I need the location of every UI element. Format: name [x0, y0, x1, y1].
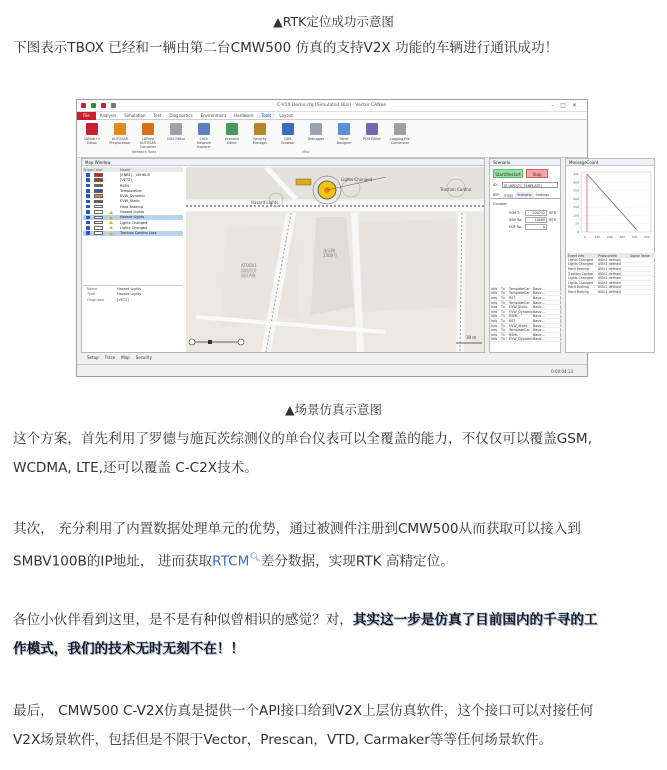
layer-row[interactable] [83, 231, 183, 236]
menu-tools[interactable]: Tools [257, 113, 275, 118]
menu-analysis[interactable]: Analysis [99, 113, 117, 118]
layer-name: Lights Changed [120, 220, 148, 225]
counter-row: BSM Ra: 10099 MTR [509, 217, 557, 222]
canoe-screenshot [76, 99, 650, 377]
event-row[interactable]: Hard Braking ASN.1 defined [567, 267, 655, 272]
x-tick-label: 100 [594, 235, 601, 239]
property-row: Originator [VET2] [87, 297, 129, 302]
warning-icon [109, 232, 113, 235]
x-tick-label: 300 [619, 235, 626, 239]
ribbon-button[interactable] [109, 123, 131, 154]
scenario-id-label: ID: [493, 183, 498, 187]
ribbon-button-label: LDFexp AUTOSAR Converter [139, 137, 157, 149]
color-swatch[interactable] [94, 178, 103, 182]
scenario-tab[interactable]: 介绍信 [503, 194, 514, 198]
tool-icon [254, 123, 266, 135]
ribbon-button[interactable] [389, 123, 411, 154]
trace-row[interactable]: Info Tx TemplateCar Basic... [490, 328, 562, 333]
settings-icon[interactable] [111, 103, 116, 108]
rtcm-link[interactable]: RTCM [212, 553, 250, 570]
tool-icon [114, 123, 126, 135]
ribbon-button-label: PDU Editor [363, 137, 381, 141]
y-tick-label: 100 [573, 213, 579, 218]
layer-table [83, 167, 183, 236]
caption-scene: ▲场景仿真示意图 [284, 402, 383, 417]
ribbon-button-label: CaCh Network Explorer [197, 137, 211, 149]
checkbox-icon[interactable] [86, 216, 90, 220]
layer-name: Traction Control Loss [120, 231, 157, 236]
paragraph-data-unit: 其次， 充分利用了内置数据处理单元的优势，通过被测件注册到CMW500从而获取可以接入到 SMBV100B的IP地址， 进而获取RTCM🔍︎差分数据，实现RTK 高精定位。 [13, 521, 581, 570]
event-row[interactable]: Lights Changed ASN.1 defined [567, 263, 655, 268]
menu-bar [77, 112, 587, 120]
counter-rows [493, 209, 559, 230]
counter-value: 0 [525, 224, 547, 230]
ribbon-button-label: Panel Designer [336, 137, 352, 145]
menu-simulation[interactable]: Simulation [124, 113, 146, 118]
search-icon[interactable]: 🔍︎ [249, 553, 261, 563]
paragraph-familiar: 各位小伙伴看到这里，是不是有种似曾相识的感觉？对，其实这一步是仿真了目前国内的千寻的工 作模式，我们的技术无时无刻不在！！ [13, 612, 598, 657]
layer-name: [VET2] [120, 178, 132, 183]
y-tick-label: 350 [573, 172, 579, 176]
counter-value: 10099 [525, 217, 547, 223]
event-row[interactable]: Lights Changed ASN.1 defined [567, 281, 655, 286]
tool-icon [226, 123, 238, 135]
tool-icon [310, 123, 322, 135]
ribbon-button-label: CAPL Browser [281, 137, 295, 145]
x-tick-label: 500 [644, 235, 650, 239]
ribbon-button[interactable] [249, 123, 271, 154]
status-time: 0:00:04:13 [551, 369, 573, 374]
status-bar [77, 354, 587, 376]
color-swatch[interactable] [94, 226, 103, 230]
start-restart-button[interactable]: Start/Restart [493, 169, 523, 178]
layer-name: TemplateCar [120, 188, 142, 193]
tool-icon [366, 123, 378, 135]
ribbon-button[interactable] [333, 123, 355, 154]
ribbon-group-label: Misc [302, 150, 310, 154]
menu-diagnostics[interactable]: Diagnostics [169, 113, 193, 118]
caption-rtk: ▲RTK定位成功示意图 [273, 14, 394, 29]
checkbox-icon[interactable] [86, 173, 90, 177]
checkbox-icon[interactable] [86, 226, 90, 230]
quick-access-toolbar [81, 103, 116, 108]
checkbox-icon[interactable] [86, 205, 90, 209]
event-row[interactable]: Hard Braking ASN.1 defined [567, 286, 655, 291]
map-label-block1-text: ATOB01 绿地西外园区A座 [241, 263, 257, 278]
scenario-id-field[interactable]: [E:\HPD\TC_TEMPLATE] [502, 182, 558, 188]
checkbox-icon[interactable] [86, 221, 90, 225]
checkbox-icon[interactable] [86, 210, 90, 214]
ribbon-button[interactable] [165, 123, 187, 154]
ribbon-button[interactable] [221, 123, 243, 154]
layer-name: Hard Braking [120, 204, 143, 209]
x-tick-label: 200 [606, 235, 613, 239]
scenario-tab[interactable]: Scenario [517, 193, 532, 197]
bottom-tab-setup[interactable]: Setup [87, 354, 99, 360]
highlight-text-1: 其实这一步是仿真了目前国内的千寻的工 [352, 612, 598, 628]
color-swatch[interactable] [94, 210, 103, 214]
checkbox-icon[interactable] [86, 231, 90, 235]
trace-row[interactable]: Info Tx RST Basic... [490, 319, 562, 324]
scenario-tabs [491, 192, 561, 199]
tool-icon [86, 123, 98, 135]
properties-panel [83, 285, 183, 303]
message-count-chart [567, 168, 655, 246]
trace-row[interactable]: Info Tx RSML Basic... [490, 315, 562, 320]
intro-paragraph: 下图表示TBOX 已经和一辆由第二台CMW500 仿真的支持V2X 功能的车辆进行通讯成功！ [13, 40, 559, 56]
ribbon-group-label: Network Tools [132, 150, 157, 154]
window-titlebar [77, 100, 587, 112]
start-icon[interactable] [91, 103, 96, 108]
warning-icon [109, 226, 113, 229]
ribbon-button-label: AUTOSAR Preprocessor [109, 137, 131, 145]
tool-icon [142, 123, 154, 135]
tool-icon [170, 123, 182, 135]
trace-row[interactable]: Info Tx TemplateCar Basic... [490, 301, 562, 306]
color-swatch[interactable] [94, 173, 103, 177]
save-icon[interactable] [81, 103, 86, 108]
ribbon-button-label: ODX Editor [166, 137, 186, 141]
stop-button[interactable]: Stop [526, 169, 548, 178]
checkbox-icon[interactable] [86, 178, 90, 182]
warning-icon [109, 221, 113, 224]
color-swatch[interactable] [94, 200, 103, 204]
layer-name: Hazard Lights [120, 215, 145, 220]
color-swatch[interactable] [94, 216, 103, 220]
trace-row[interactable]: Info Tx TemplateCar Basic... [490, 287, 562, 292]
checkbox-icon[interactable] [86, 200, 90, 204]
layer-name: EVW_Dynamic [120, 194, 146, 199]
color-swatch[interactable] [94, 194, 103, 198]
y-tick-label: 0 [577, 230, 579, 234]
scenario-panel [489, 158, 561, 353]
layer-name: Hazard Lights [120, 210, 145, 215]
message-count-title: MessageCount [566, 159, 654, 166]
x-tick-label: 0 [584, 235, 586, 239]
ribbon-button[interactable] [81, 123, 103, 154]
map-canvas[interactable] [186, 167, 484, 352]
menu-test[interactable]: Test [153, 113, 162, 118]
map-window-title: Map Window [82, 159, 484, 166]
trace-row[interactable]: Info Tx TemplateCar Basic... [490, 292, 562, 297]
tool-icon [198, 123, 210, 135]
window-controls[interactable]: –□✕ [551, 102, 583, 109]
ribbon-button-label: Logging File Conversion [390, 137, 410, 145]
stop-icon[interactable] [101, 103, 106, 108]
menu-layout[interactable]: Layout [279, 113, 293, 118]
scenario-tab[interactable]: Settings [535, 193, 550, 197]
tool-icon [282, 123, 294, 135]
layer-name: [ENB1] - VEH6U5 [120, 172, 150, 177]
event-table [567, 253, 655, 295]
x-tick-label: 400 [631, 235, 638, 239]
ribbon-button[interactable] [277, 123, 299, 154]
trace-table [490, 287, 562, 347]
event-row[interactable]: Traction Control ASN.1 defined [567, 272, 655, 277]
layer-name: Lights Changed [120, 225, 148, 230]
counter-row: EDP Rx: 0 [509, 224, 545, 229]
paragraph-coverage: 这个方案，首先利用了罗德与施瓦茨综测仪的单台仪表可以全覆盖的能力，不仅仅可以覆盖GSM, WCDMA, LTE,还可以覆盖 C-C2X技术。 [13, 431, 592, 476]
highlight-text-2: 作模式，我们的技术无时无刻不在！！ [13, 641, 245, 657]
bottom-tab-security[interactable]: Security [135, 354, 153, 360]
ribbon-button-label: CANdb++ Editor [83, 137, 101, 145]
ribbon-button-label: Scenario Editor [224, 137, 240, 145]
warning-icon [109, 211, 113, 214]
trace-row[interactable]: Info Tx RSML Basic... [490, 333, 562, 338]
y-tick-label: 200 [573, 196, 579, 201]
trace-row[interactable]: Info Tx EVW_Dynamic Basic... [490, 310, 562, 315]
ribbon [77, 120, 587, 158]
color-swatch[interactable] [94, 189, 103, 193]
event-row[interactable]: Lights Changed ASN.1 defined [567, 258, 655, 263]
trace-row[interactable]: Info Tx EVW_Dynamic Basic... [490, 338, 562, 343]
map-label-block2-text: 龙吴路 1500号 [323, 248, 338, 258]
checkbox-icon[interactable] [86, 189, 90, 193]
ribbon-button[interactable] [193, 123, 215, 154]
y-tick-label: 50 [575, 221, 579, 226]
counter-row: SSM T: 200742 MTR [509, 210, 557, 215]
paragraph-api: 最后， CMW500 C-V2X仿真是提供一个API接口给到V2X上层仿真软件，这个接口可以对接任何 V2X场景软件，包括但是不限于Vector，Prescan，VTD, Carmaker等等任何场景软件。 [13, 703, 594, 748]
trace-row[interactable]: Info Tx EVW_Static Basic... [490, 305, 562, 310]
map-view[interactable] [186, 167, 484, 352]
y-tick-label: 300 [573, 180, 579, 185]
property-row: Type Hazard Lights [87, 292, 142, 297]
menu-file[interactable]: File [77, 112, 96, 120]
checkbox-icon[interactable] [86, 194, 90, 198]
ribbon-button-label: Security Manager [252, 137, 268, 145]
color-swatch[interactable] [94, 221, 103, 225]
message-count-panel [565, 158, 655, 353]
event-row[interactable]: Hard Braking ASN.1 defined [567, 290, 655, 295]
tool-icon [338, 123, 350, 135]
counter-value: 200742 [525, 210, 547, 216]
map-window [81, 158, 485, 353]
menu-environment[interactable]: Environment [200, 113, 227, 118]
counter-title: Counter [493, 202, 507, 206]
color-swatch[interactable] [94, 184, 103, 188]
ribbon-button[interactable] [361, 123, 383, 154]
bottom-tab-map[interactable]: Map [121, 354, 130, 360]
menu-hardware[interactable]: Hardware [234, 113, 254, 118]
scenario-title: Scenario [490, 159, 560, 166]
color-swatch[interactable] [94, 205, 103, 209]
y-tick-label: 150 [573, 205, 579, 210]
trace-row[interactable]: Info Tx RST Basic... [490, 296, 562, 301]
window-title: C-V2X Demo.cfg [Simulated Bus] · Vector CANoe [277, 103, 387, 108]
event-row[interactable]: Lights Changed ASN.1 defined [567, 276, 655, 281]
warning-icon [109, 216, 113, 219]
map-label-lights: Lights Changed [341, 177, 373, 182]
checkbox-icon[interactable] [86, 184, 90, 188]
bottom-tab-trace[interactable]: Trace [104, 354, 116, 360]
ribbon-button-label: Debugger [307, 137, 325, 141]
trace-row[interactable]: Info Tx EVW_Static Basic... [490, 324, 562, 329]
layer-table-header: Show Color Name [83, 167, 183, 172]
map-scale-label: 30 m [466, 335, 477, 340]
layer-name: RSML [120, 183, 130, 188]
tool-icon [394, 123, 406, 135]
color-swatch[interactable] [94, 231, 103, 235]
event-table-header: Event Info ProtocolInfo Signal Value [567, 253, 655, 258]
scenario-tab[interactable]: BSP [493, 193, 500, 197]
layer-name: EVW_Static [120, 199, 140, 204]
y-tick-label: 250 [573, 188, 579, 193]
map-label-traction: Traction Control [440, 187, 472, 192]
bottom-tabs [87, 353, 152, 361]
property-row: Name Hazard Lights [87, 286, 142, 291]
map-label-hazard: Hazard Lights [251, 200, 279, 205]
